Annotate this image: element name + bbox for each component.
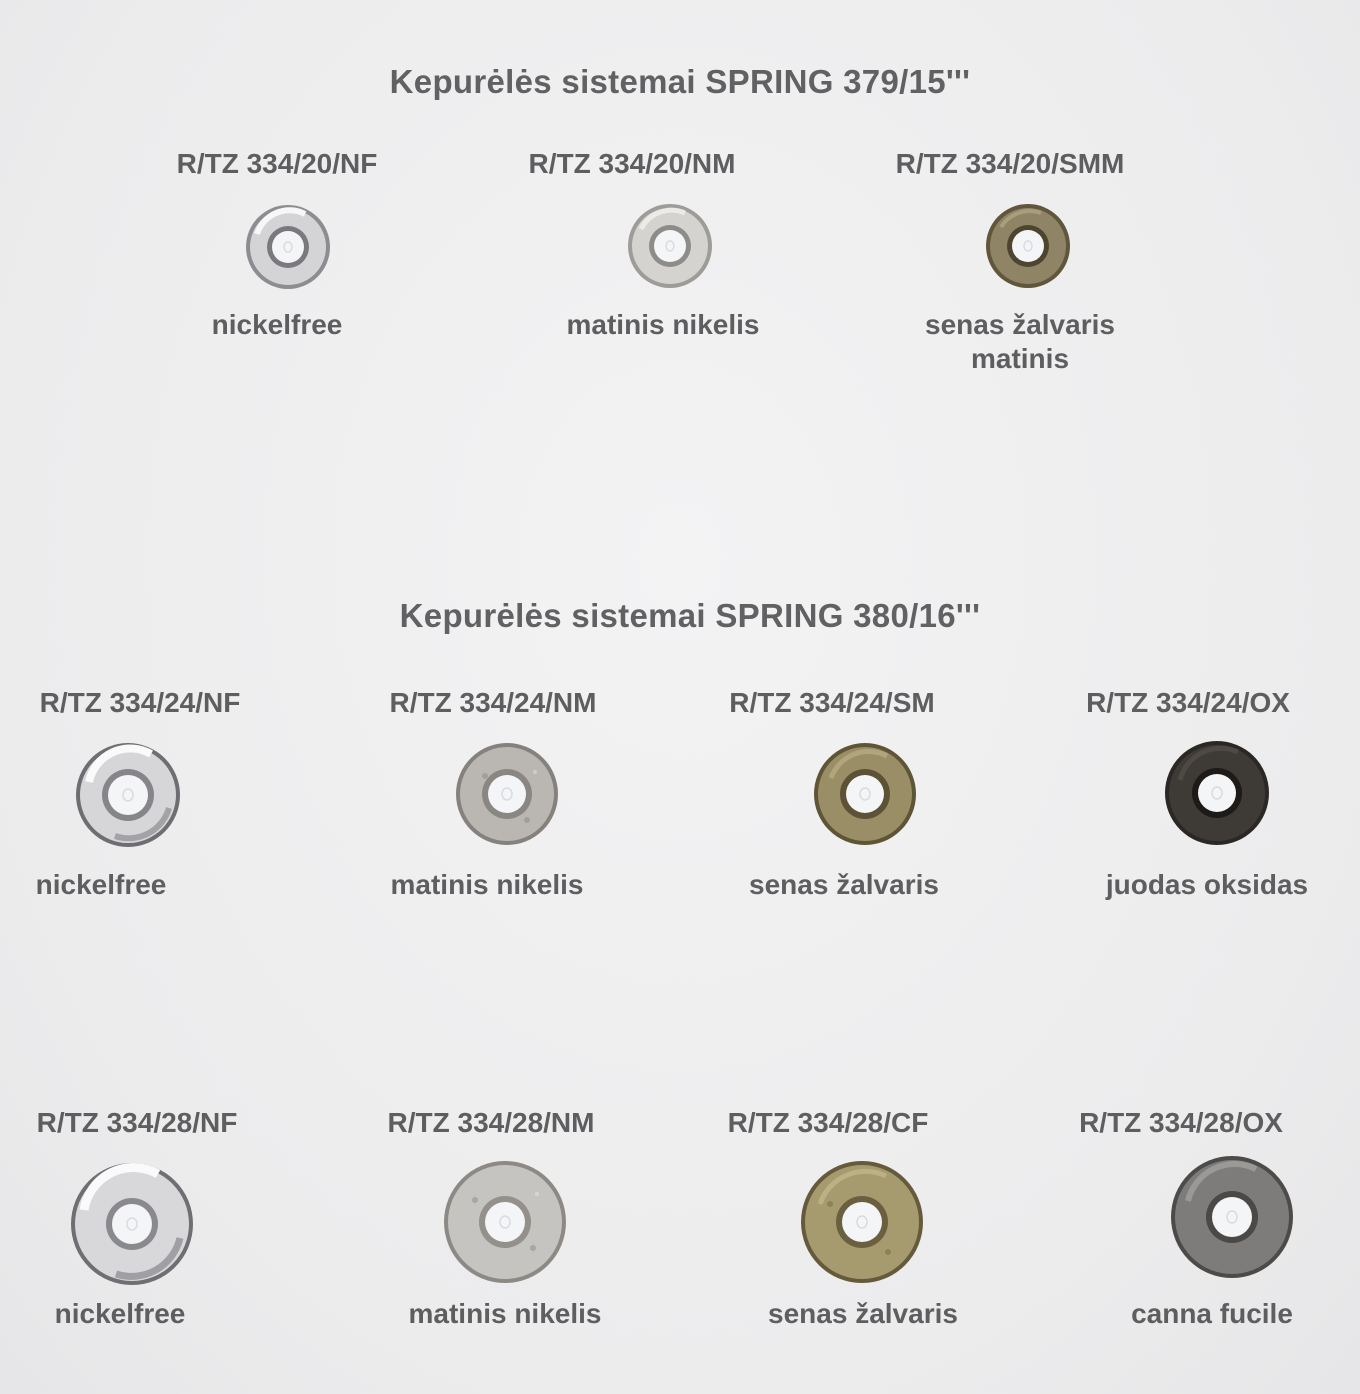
gunmetal-washer-icon bbox=[1170, 1155, 1294, 1279]
finish-line: senas žalvaris bbox=[925, 309, 1115, 340]
finish-label bbox=[860, 308, 1180, 376]
finish-line: nickelfree bbox=[54, 1298, 186, 1329]
product-code: R/TZ 334/20/NM bbox=[528, 148, 736, 179]
product-code: R/TZ 334/24/NM bbox=[389, 687, 597, 718]
matte-nickel-washer-icon bbox=[443, 1160, 567, 1284]
finish-label bbox=[0, 1297, 280, 1331]
finish-line: canna fucile bbox=[1131, 1298, 1293, 1329]
finish-label bbox=[327, 868, 647, 902]
product-code: R/TZ 334/20/NF bbox=[176, 148, 378, 179]
product-code: R/TZ 334/24/SM bbox=[729, 687, 935, 718]
black-oxide-washer-icon bbox=[1164, 740, 1270, 846]
matte-nickel-washer-icon bbox=[455, 742, 559, 846]
finish-label bbox=[0, 868, 261, 902]
finish-line: nickelfree bbox=[35, 869, 167, 900]
shiny-nickel-washer-icon bbox=[75, 742, 181, 848]
finish-label bbox=[1047, 868, 1360, 902]
finish-label bbox=[703, 1297, 1023, 1331]
finish-line: senas žalvaris bbox=[768, 1298, 958, 1329]
product-code: R/TZ 334/28/NF bbox=[36, 1107, 238, 1138]
shiny-nickel-washer-icon bbox=[70, 1162, 194, 1286]
finish-label bbox=[1052, 1297, 1360, 1331]
finish-label bbox=[345, 1297, 665, 1331]
finish-line: matinis nikelis bbox=[566, 309, 760, 340]
finish-label bbox=[503, 308, 823, 342]
old-brass-washer-icon bbox=[985, 203, 1071, 289]
matte-nickel-washer-icon bbox=[627, 203, 713, 289]
finish-line: senas žalvaris bbox=[749, 869, 939, 900]
section-title: Kepurėlės sistemai SPRING 379/15''' bbox=[389, 63, 971, 100]
finish-line: juodas oksidas bbox=[1105, 869, 1309, 900]
finish-line: matinis nikelis bbox=[408, 1298, 602, 1329]
finish-label bbox=[684, 868, 1004, 902]
finish-label bbox=[117, 308, 437, 342]
product-code: R/TZ 334/20/SMM bbox=[895, 148, 1125, 179]
shiny-nickel-washer-icon bbox=[245, 204, 331, 290]
product-code: R/TZ 334/24/OX bbox=[1086, 687, 1290, 718]
finish-line: matinis nikelis bbox=[390, 869, 584, 900]
product-code: R/TZ 334/28/OX bbox=[1079, 1107, 1283, 1138]
product-code: R/TZ 334/24/NF bbox=[39, 687, 241, 718]
section-title: Kepurėlės sistemai SPRING 380/16''' bbox=[399, 597, 981, 634]
finish-line: nickelfree bbox=[211, 309, 343, 340]
old-brass-washer-icon bbox=[800, 1160, 924, 1284]
product-code: R/TZ 334/28/CF bbox=[727, 1107, 929, 1138]
old-brass-washer-icon bbox=[813, 742, 917, 846]
finish-line-2: matinis bbox=[970, 343, 1070, 374]
product-code: R/TZ 334/28/NM bbox=[387, 1107, 595, 1138]
